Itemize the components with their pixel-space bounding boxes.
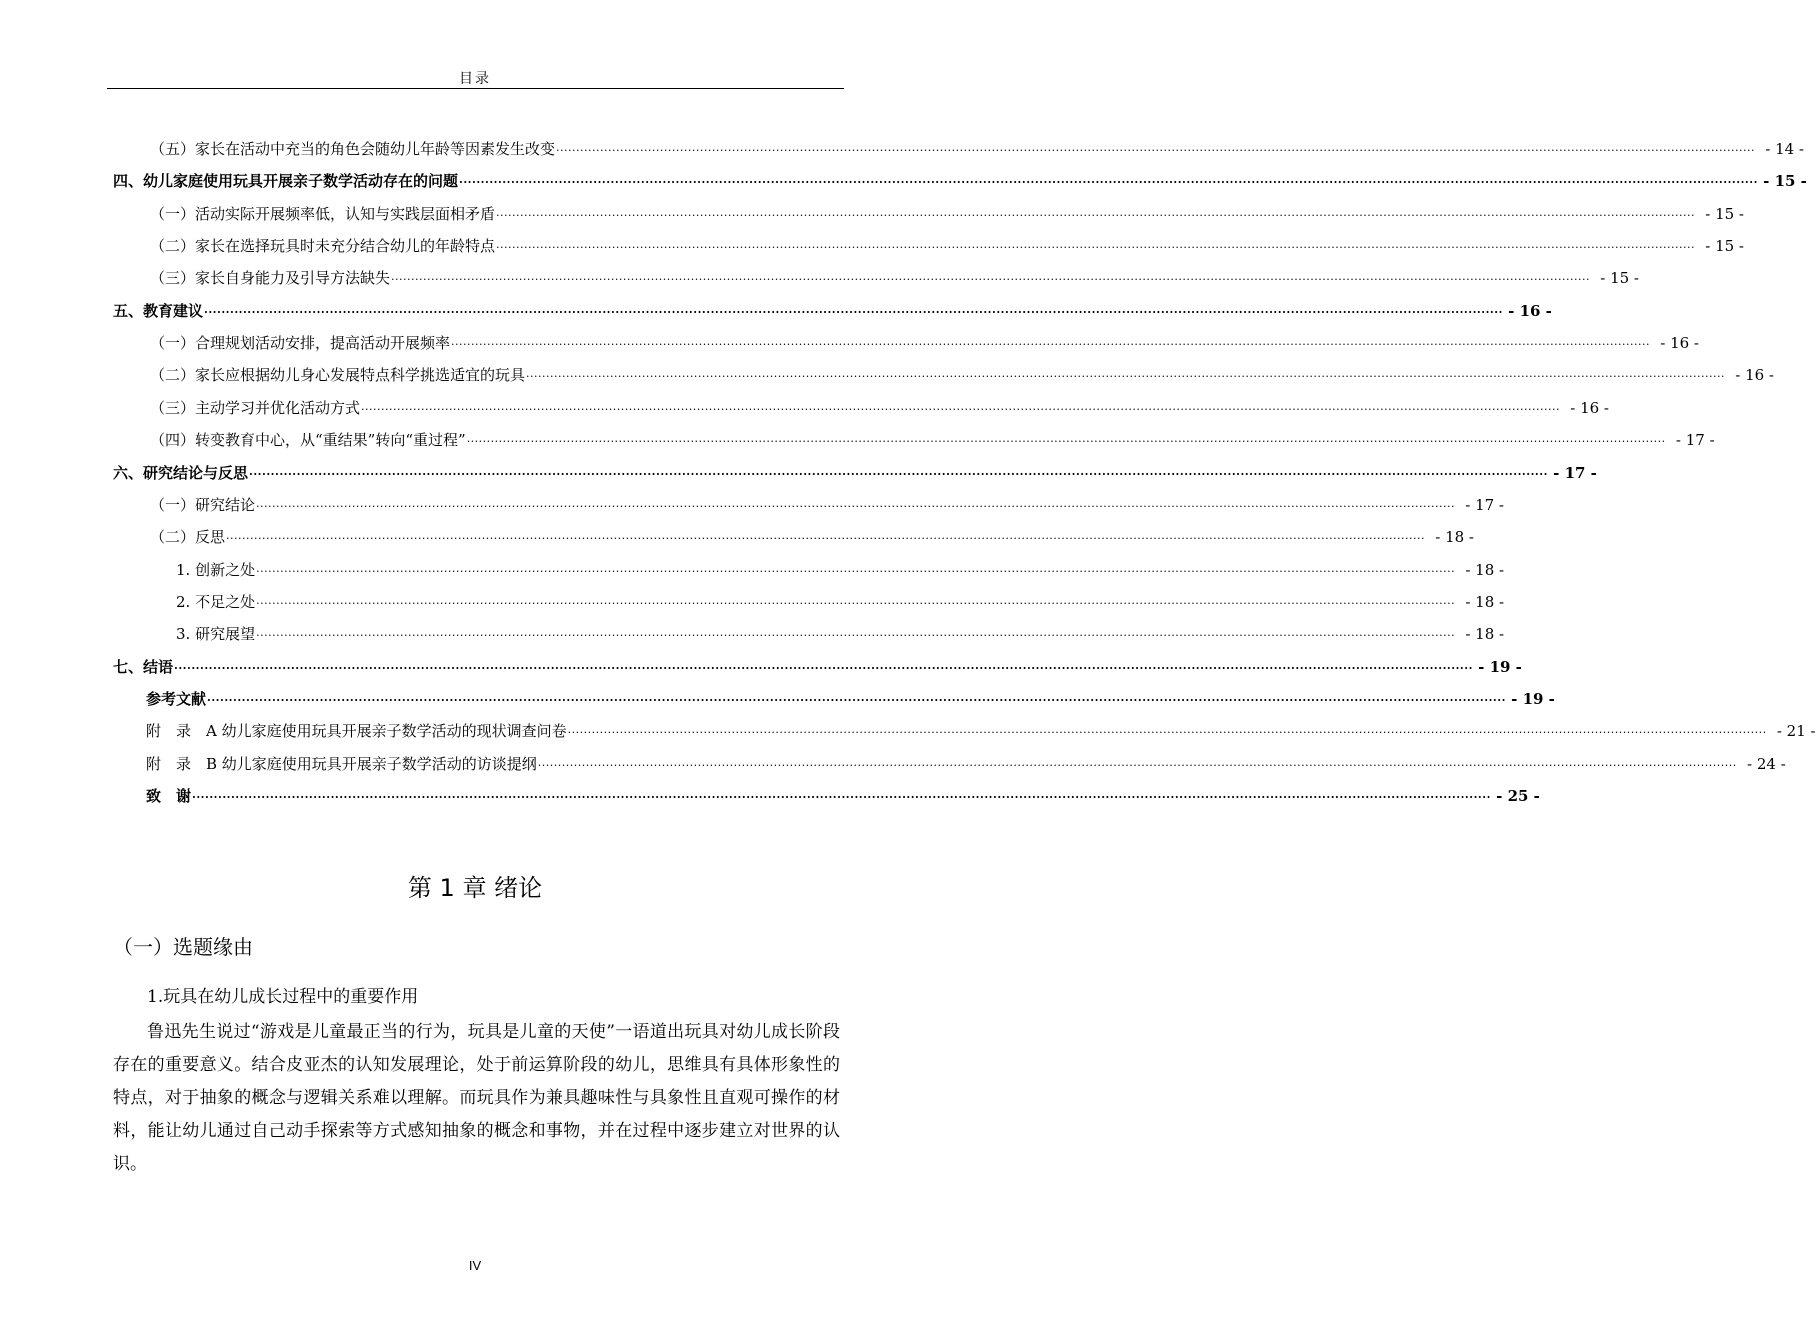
toc-leader-dots: ............................................................................................................................................................................................................................................................................................................ bbox=[256, 593, 1456, 607]
toc-leader-dots: ............................................................................................................................................................................................................................................................................................................ bbox=[256, 626, 1456, 640]
toc-entry[interactable] bbox=[176, 587, 1505, 611]
running-header: 目录 bbox=[459, 71, 491, 87]
toc-entry[interactable] bbox=[113, 458, 1597, 482]
toc-entry-page: - 16 - bbox=[1508, 301, 1552, 320]
toc-entry-page: - 17 - bbox=[1465, 495, 1504, 514]
toc-entry-title: （三）主动学习并优化活动方式 bbox=[150, 398, 361, 417]
toc-entry-title: （二）家长应根据幼儿身心发展特点科学挑选适宜的玩具 bbox=[150, 366, 526, 385]
toc-entry[interactable] bbox=[150, 490, 1504, 514]
toc-entry[interactable] bbox=[146, 684, 1555, 708]
toc-entry[interactable] bbox=[150, 522, 1474, 547]
section-title: （一）选题缘由 bbox=[113, 935, 253, 959]
toc-entry-title: 致 谢 bbox=[146, 787, 192, 805]
toc-leader-dots: ............................................................................................................................................................................................................................................................................................................ bbox=[174, 658, 1473, 672]
toc-leader-dots: ............................................................................................................................................................................................................................................................................................................ bbox=[256, 561, 1456, 575]
toc-entry[interactable] bbox=[150, 263, 1639, 288]
toc-leader-dots: ............................................................................................................................................................................................................................................................................................................ bbox=[204, 302, 1503, 316]
toc-entry[interactable] bbox=[146, 749, 1786, 773]
toc-entry-title: 1. 创新之处 bbox=[176, 560, 256, 579]
header-rule bbox=[107, 88, 844, 89]
toc-entry-page: - 21 - bbox=[1776, 722, 1816, 741]
toc-entry-title: 七、结语 bbox=[113, 657, 174, 676]
toc-entry-title: （一）研究结论 bbox=[150, 495, 256, 514]
toc-entry-page: - 16 - bbox=[1735, 366, 1774, 385]
toc-entry[interactable] bbox=[146, 716, 1816, 741]
toc-entry-page: - 24 - bbox=[1747, 754, 1786, 773]
toc-entry-title: （四）转变教育中心，从“重结果”转向“重过程” bbox=[150, 431, 466, 450]
toc-entry-title: 六、研究结论与反思 bbox=[113, 463, 249, 482]
toc-entry-title: （一）活动实际开展频率低，认知与实践层面相矛盾 bbox=[150, 204, 496, 223]
toc-entry[interactable] bbox=[150, 393, 1609, 417]
toc-entry[interactable] bbox=[113, 296, 1552, 320]
toc-entry-title: 五、教育建议 bbox=[113, 301, 204, 320]
toc-entry-page: - 19 - bbox=[1478, 657, 1522, 676]
toc-entry[interactable] bbox=[176, 619, 1505, 644]
toc-entry-title: 四、幼儿家庭使用玩具开展亲子数学活动存在的问题 bbox=[113, 172, 459, 191]
toc-entry[interactable] bbox=[150, 231, 1744, 256]
toc-leader-dots: ............................................................................................................................................................................................................................................................................................................ bbox=[451, 335, 1650, 349]
toc-entry-page: - 25 - bbox=[1496, 787, 1540, 805]
chapter-title: 第 1 章 绪论 bbox=[407, 874, 543, 902]
toc-leader-dots: ............................................................................................................................................................................................................................................................................................................ bbox=[207, 690, 1506, 704]
toc-leader-dots: ............................................................................................................................................................................................................................................................................................................ bbox=[391, 270, 1590, 284]
toc-entry-page: - 18 - bbox=[1465, 592, 1505, 611]
toc-entry-page: - 18 - bbox=[1435, 528, 1474, 547]
toc-leader-dots: ............................................................................................................................................................................................................................................................................................................ bbox=[459, 173, 1758, 187]
toc-entry[interactable] bbox=[150, 328, 1699, 353]
toc-entry[interactable] bbox=[113, 166, 1807, 191]
toc-entry-title: 参考文献 bbox=[146, 689, 207, 708]
toc-leader-dots: ............................................................................................................................................................................................................................................................................................................ bbox=[567, 723, 1767, 737]
toc-entry-title: （五）家长在活动中充当的角色会随幼儿年龄等因素发生改变 bbox=[150, 140, 556, 158]
toc-entry-page: - 19 - bbox=[1511, 689, 1555, 708]
toc-entry-title: 2. 不足之处 bbox=[176, 592, 256, 611]
toc-entry-title: （三）家长自身能力及引导方法缺失 bbox=[150, 269, 391, 288]
body-paragraph: 鲁迅先生说过“游戏是儿童最正当的行为，玩具是儿童的天使”一语道出玩具对幼儿成长阶段存在的重要意义。结合皮亚杰的认知发展理论，处于前运算阶段的幼儿，思维具有具体形象性的特点，对于抽象的概念与逻辑关系难以理解。而玩具作为兼具趣味性与具象性且直观可操作的材料，能让幼儿通过自己动手探索等方式感知抽象的概念和事物，并在过程中逐步建立对世界的认识。 bbox=[113, 1022, 840, 1174]
toc-entry-page: - 15 - bbox=[1705, 237, 1744, 256]
toc-entry[interactable] bbox=[150, 134, 1804, 158]
toc-entry-title: 附 录 A 幼儿家庭使用玩具开展亲子数学活动的现状调查问卷 bbox=[146, 722, 567, 741]
toc-leader-dots: ............................................................................................................................................................................................................................................................................................................ bbox=[496, 238, 1695, 252]
toc-leader-dots: ............................................................................................................................................................................................................................................................................................................ bbox=[249, 464, 1548, 478]
toc-entry-page: - 14 - bbox=[1765, 140, 1804, 158]
toc-leader-dots: ............................................................................................................................................................................................................................................................................................................ bbox=[192, 788, 1491, 801]
toc-leader-dots: ............................................................................................................................................................................................................................................................................................................ bbox=[537, 755, 1737, 769]
toc-entry-page: - 17 - bbox=[1675, 431, 1715, 450]
toc-entry-title: （二）反思 bbox=[150, 528, 226, 547]
toc-entry-page: - 15 - bbox=[1763, 172, 1807, 191]
toc-entry-page: - 18 - bbox=[1465, 625, 1505, 644]
toc-entry[interactable] bbox=[176, 555, 1505, 579]
toc-entry-page: - 15 - bbox=[1705, 204, 1744, 223]
toc-entry-page: - 15 - bbox=[1600, 269, 1639, 288]
toc-entry-title: 附 录 B 幼儿家庭使用玩具开展亲子数学活动的访谈提纲 bbox=[146, 754, 537, 773]
toc-leader-dots: ............................................................................................................................................................................................................................................................................................................ bbox=[226, 529, 1425, 543]
page-number: IV bbox=[468, 1258, 482, 1273]
toc-leader-dots: ............................................................................................................................................................................................................................................................................................................ bbox=[496, 205, 1695, 219]
toc-entry[interactable] bbox=[146, 781, 1540, 805]
toc-leader-dots: ............................................................................................................................................................................................................................................................................................................ bbox=[526, 367, 1725, 381]
toc-entry-title: （二）家长在选择玩具时未充分结合幼儿的年龄特点 bbox=[150, 237, 496, 256]
toc-entry-page: - 16 - bbox=[1570, 398, 1609, 417]
toc-entry-page: - 18 - bbox=[1465, 560, 1505, 579]
toc-entry[interactable] bbox=[150, 199, 1744, 223]
toc-leader-dots: ............................................................................................................................................................................................................................................................................................................ bbox=[466, 432, 1666, 446]
toc-entry-title: （一）合理规划活动安排，提高活动开展频率 bbox=[150, 334, 451, 353]
toc-entry-page: - 16 - bbox=[1660, 334, 1699, 353]
toc-entry[interactable] bbox=[113, 652, 1522, 676]
toc-entry-page: - 17 - bbox=[1553, 463, 1597, 482]
toc-leader-dots: ............................................................................................................................................................................................................................................................................................................ bbox=[556, 141, 1755, 154]
toc-entry-title: 3. 研究展望 bbox=[176, 625, 256, 644]
toc-leader-dots: ............................................................................................................................................................................................................................................................................................................ bbox=[361, 399, 1560, 413]
toc-entry[interactable] bbox=[150, 360, 1774, 385]
subsection-title: 1.玩具在幼儿成长过程中的重要作用 bbox=[147, 987, 419, 1007]
toc-entry[interactable] bbox=[150, 425, 1715, 450]
toc-leader-dots: ............................................................................................................................................................................................................................................................................................................ bbox=[256, 496, 1455, 510]
